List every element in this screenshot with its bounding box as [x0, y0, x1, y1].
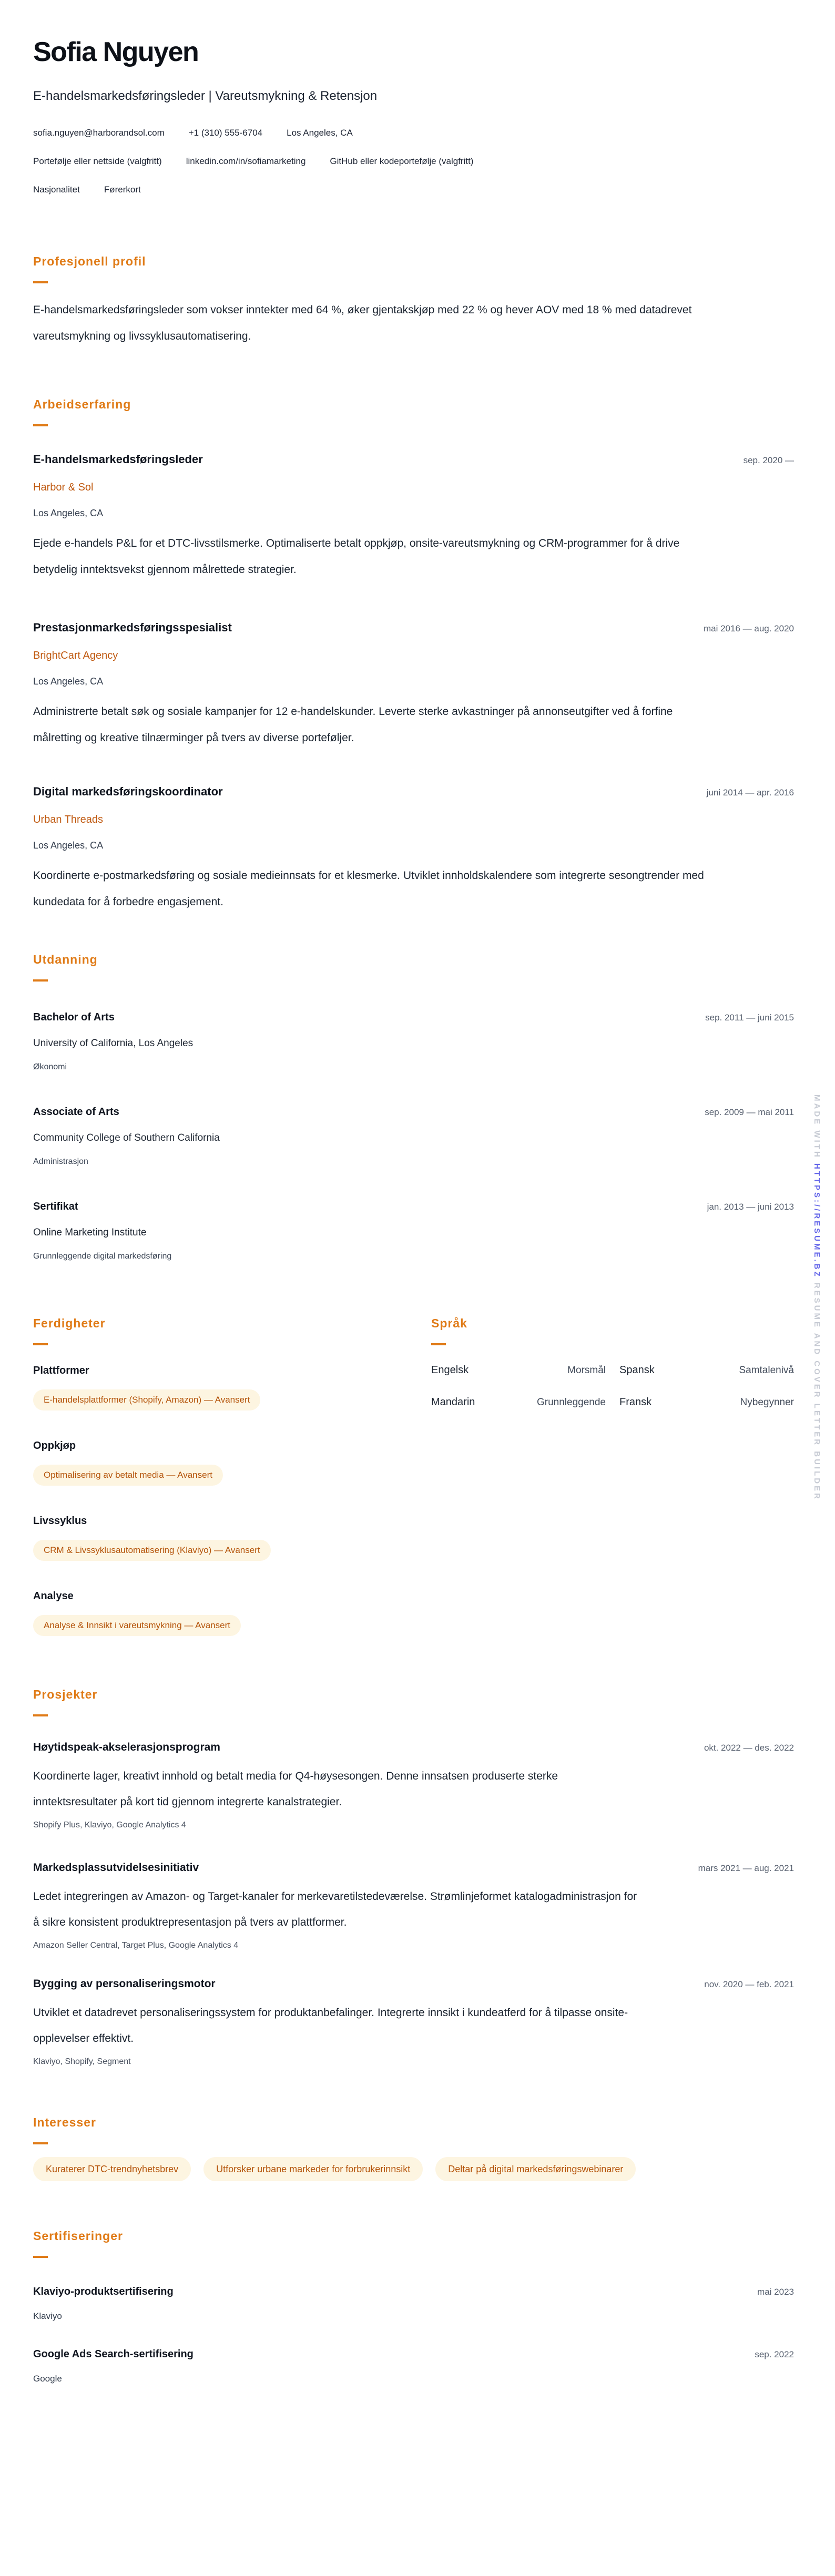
linkedin-text: linkedin.com/in/sofiamarketing [186, 156, 306, 166]
education-header [33, 1200, 794, 1213]
language-grid [431, 1364, 794, 1408]
section-work [33, 397, 794, 915]
section-certifications [33, 2229, 794, 2384]
education-entry [33, 1011, 794, 1072]
language-name: Spansk [619, 1364, 655, 1376]
job-company: Urban Threads [33, 813, 104, 825]
job-dates: sep. 2020 — [743, 455, 794, 465]
job-entry [33, 621, 794, 751]
project-title: Bygging av personaliseringsmotor [33, 1977, 216, 1990]
job-company: Harbor & Sol [33, 481, 94, 493]
interest-tags [33, 2157, 794, 2181]
project-entry [33, 1861, 794, 1950]
project-entry [33, 1741, 794, 1830]
education-dates: sep. 2009 — mai 2011 [705, 1107, 794, 1117]
watermark-suffix: RESUME AND COVER LETTER BUILDER [812, 1278, 821, 1501]
language-level: Nybegynner [740, 1396, 794, 1408]
section-heading-skills: Ferdigheter [33, 1316, 106, 1330]
project-dates: okt. 2022 — des. 2022 [704, 1742, 794, 1753]
language-item [619, 1364, 794, 1376]
section-divider [33, 1714, 48, 1716]
language-item [619, 1396, 794, 1408]
section-heading-languages: Språk [431, 1316, 467, 1330]
section-divider [33, 424, 48, 426]
job-title: E-handelsmarkedsføringsleder [33, 452, 203, 466]
section-skills [33, 1316, 372, 1636]
section-divider [33, 2142, 48, 2144]
section-divider [431, 1343, 446, 1345]
language-level: Grunnleggende [537, 1396, 606, 1408]
project-title: Høytidspeak-akselerasjonsprogram [33, 1741, 220, 1753]
skill-group [33, 1439, 372, 1486]
email-text: sofia.nguyen@harborandsol.com [33, 127, 165, 138]
school-name: Community College of Southern California [33, 1132, 220, 1143]
certification-entry [33, 2285, 794, 2322]
certification-date: sep. 2022 [755, 2349, 794, 2359]
license-placeholder: Førerkort [104, 184, 141, 195]
portfolio-placeholder: Portefølje eller nettside (valgfritt) [33, 156, 162, 166]
section-projects [33, 1687, 794, 2067]
project-description: Utviklet et datadrevet personaliseringssystem for produktanbefalinger. Integrerte innsikt i kundeatferd for å tilpasse onsite-opplevelser effektivt. [33, 2006, 628, 2045]
contact-row-1 [33, 128, 794, 138]
job-description: Ejede e-handels P&L for et DTC-livsstilsmerke. Optimaliserte betalt oppkjøp, onsite-vareutsmykning og CRM-programmer for å drive betydelig inntektsvekst gjennom målrettede strategier. [33, 537, 680, 576]
language-name: Mandarin [431, 1396, 475, 1408]
degree-title: Associate of Arts [33, 1106, 119, 1118]
person-name: Sofia Nguyen [33, 37, 199, 67]
interest-tag: Utforsker urbane markeder for forbrukerinnsikt [203, 2157, 423, 2181]
job-location: Los Angeles, CA [33, 507, 104, 518]
section-heading-work: Arbeidserfaring [33, 397, 131, 411]
school-name: University of California, Los Angeles [33, 1037, 194, 1049]
certification-date: mai 2023 [757, 2286, 794, 2297]
certification-header [33, 2285, 794, 2298]
certification-issuer: Google [33, 2373, 62, 2384]
project-header [33, 1741, 794, 1754]
job-location: Los Angeles, CA [33, 676, 104, 687]
education-header [33, 1106, 794, 1118]
person-headline: E-handelsmarkedsføringsleder | Vareutsmykning & Retensjon [33, 88, 378, 103]
language-item [431, 1396, 606, 1408]
degree-title: Sertifikat [33, 1200, 78, 1212]
project-dates: mars 2021 — aug. 2021 [698, 1863, 794, 1873]
skill-tag: Analyse & Innsikt i vareutsmykning — Avansert [33, 1615, 241, 1636]
section-divider [33, 979, 48, 982]
project-tools: Amazon Seller Central, Target Plus, Google Analytics 4 [33, 1940, 239, 1950]
field-of-study: Økonomi [33, 1062, 67, 1071]
job-dates: mai 2016 — aug. 2020 [703, 623, 794, 633]
certification-header [33, 2348, 794, 2360]
section-heading-profile: Profesjonell profil [33, 254, 146, 268]
contact-row-3 [33, 185, 794, 195]
field-of-study: Administrasjon [33, 1157, 88, 1166]
language-level: Samtalenivå [739, 1364, 794, 1376]
section-heading-certifications: Sertifiseringer [33, 2229, 123, 2243]
watermark-link[interactable]: HTTPS://RESUME.BZ [812, 1163, 821, 1279]
skill-tag: E-handelsplattformer (Shopify, Amazon) — Avansert [33, 1389, 260, 1410]
education-dates: jan. 2013 — juni 2013 [707, 1201, 794, 1212]
project-entry [33, 1977, 794, 2067]
education-entry [33, 1200, 794, 1261]
github-placeholder: GitHub eller kodeportefølje (valgfritt) [330, 156, 474, 166]
job-title: Prestasjonmarkedsføringsspesialist [33, 620, 232, 634]
education-header [33, 1011, 794, 1024]
job-description: Administrerte betalt søk og sosiale kampanjer for 12 e-handelskunder. Leverte sterke avkastninger på annonseutgifter ved å forfine målretting og kreative tilnærminger på tvers av diverse porteføljer. [33, 705, 673, 744]
section-divider [33, 1343, 48, 1345]
section-education [33, 952, 794, 1261]
section-languages [431, 1316, 794, 1636]
job-entry [33, 785, 794, 915]
education-dates: sep. 2011 — juni 2015 [705, 1012, 794, 1023]
project-title: Markedsplassutvidelsesinitiativ [33, 1861, 199, 1874]
language-name: Engelsk [431, 1364, 469, 1376]
contact-block [33, 128, 794, 195]
profile-text: E-handelsmarkedsføringsleder som vokser inntekter med 64 %, øker gjentakskjøp med 22 % og hever AOV med 18 % med datadrevet vareutsmykning og livssyklusautomatisering. [33, 303, 692, 342]
field-of-study: Grunnleggende digital markedsføring [33, 1251, 172, 1261]
project-description: Koordinerte lager, kreativt innhold og betalt media for Q4-høysesongen. Denne innsatsen produserte sterke inntektsresultater på kort tid gjennom integrerte kanalstrategier. [33, 1770, 558, 1808]
school-name: Online Marketing Institute [33, 1226, 147, 1238]
project-header [33, 1977, 794, 1990]
project-description: Ledet integreringen av Amazon- og Target-kanaler for merkevaretilstedeværelse. Strømlinjeformet katalogadministrasjon for å sikre konsistent produktrepresentasjon på tvers av plattformer. [33, 1890, 637, 1928]
watermark-prefix: MADE WITH [812, 1095, 821, 1163]
skill-group-label: Livssyklus [33, 1515, 87, 1527]
job-dates: juni 2014 — apr. 2016 [706, 787, 794, 798]
skill-group [33, 1364, 372, 1410]
skill-group-label: Plattformer [33, 1364, 89, 1376]
job-header [33, 453, 794, 466]
job-header [33, 621, 794, 635]
education-entry [33, 1106, 794, 1167]
project-header [33, 1861, 794, 1874]
job-header [33, 785, 794, 799]
section-profile [33, 254, 794, 350]
language-item [431, 1364, 606, 1376]
degree-title: Bachelor of Arts [33, 1011, 115, 1023]
skill-group-label: Analyse [33, 1590, 74, 1602]
interest-tag: Deltar på digital markedsføringswebinarer [435, 2157, 636, 2181]
job-location: Los Angeles, CA [33, 840, 104, 851]
section-divider [33, 281, 48, 283]
job-entry [33, 453, 794, 583]
watermark [812, 1095, 821, 1501]
section-heading-education: Utdanning [33, 952, 98, 966]
skill-group [33, 1590, 372, 1636]
phone-text: +1 (310) 555-6704 [188, 127, 263, 138]
skill-group [33, 1515, 372, 1561]
location-text: Los Angeles, CA [287, 127, 353, 138]
skill-tag: CRM & Livssyklusautomatisering (Klaviyo) — Avansert [33, 1540, 271, 1561]
certification-name: Klaviyo-produktsertifisering [33, 2285, 174, 2297]
skills-languages-row [33, 1316, 794, 1636]
language-level: Morsmål [567, 1364, 606, 1376]
certification-issuer: Klaviyo [33, 2311, 62, 2321]
skill-group-label: Oppkjøp [33, 1439, 76, 1451]
section-divider [33, 2256, 48, 2258]
section-heading-interests: Interesser [33, 2115, 96, 2129]
certification-entry [33, 2348, 794, 2384]
certification-name: Google Ads Search-sertifisering [33, 2348, 194, 2360]
contact-row-2 [33, 156, 794, 167]
skill-tag: Optimalisering av betalt media — Avansert [33, 1465, 223, 1486]
section-heading-projects: Prosjekter [33, 1687, 98, 1701]
section-interests [33, 2115, 794, 2181]
interest-tag: Kuraterer DTC-trendnyhetsbrev [33, 2157, 191, 2181]
project-tools: Klaviyo, Shopify, Segment [33, 2057, 131, 2066]
job-description: Koordinerte e-postmarkedsføring og sosiale medieinnsats for et klesmerke. Utviklet innholdskalendere som integrerte sesongtrender med kundedata for å forbedre engasjement. [33, 869, 704, 908]
project-dates: nov. 2020 — feb. 2021 [704, 1979, 794, 1989]
job-title: Digital markedsføringskoordinator [33, 784, 223, 798]
project-tools: Shopify Plus, Klaviyo, Google Analytics 4 [33, 1820, 186, 1829]
job-company: BrightCart Agency [33, 649, 118, 661]
nationality-placeholder: Nasjonalitet [33, 184, 80, 195]
language-name: Fransk [619, 1396, 652, 1408]
